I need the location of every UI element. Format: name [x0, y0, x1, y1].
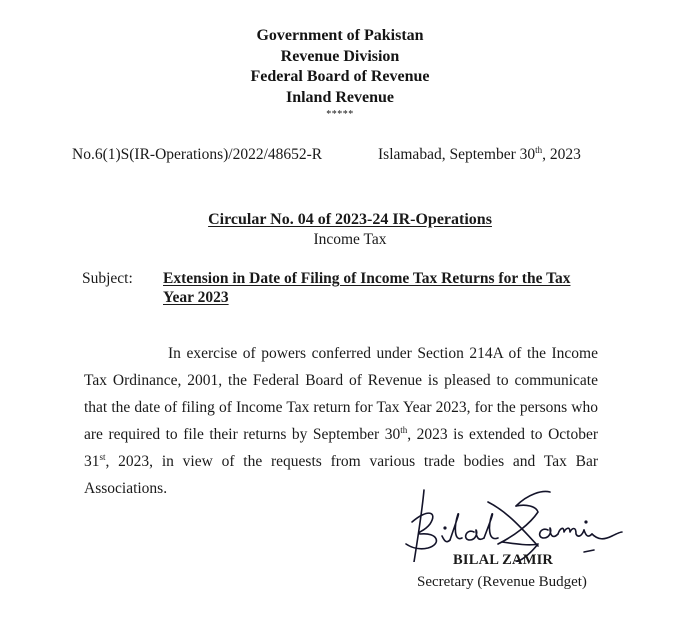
date-ordinal: th [535, 145, 543, 155]
place-and-date [378, 145, 581, 165]
subject-text: Extension in Date of Filing of Income Tax Returns for the Tax Year 2023 [163, 270, 571, 306]
body-text-2: , 2023 is extended to October 31 [84, 426, 599, 470]
circular-title: Circular No. 04 of 2023-24 IR-Operations [208, 211, 492, 228]
circular-category: Income Tax [313, 231, 387, 248]
signatory-title: Secretary (Revenue Budget) [417, 574, 587, 590]
ordinal-th: th [400, 425, 408, 435]
signature-icon [398, 482, 628, 562]
letterhead [190, 26, 490, 122]
ordinal-st: st [99, 452, 106, 462]
letterhead-government: Government of Pakistan [256, 27, 424, 44]
body-paragraph [84, 340, 598, 502]
signatory-name: BILAL ZAMIR [453, 552, 554, 568]
letterhead-fbr: Federal Board of Revenue [250, 68, 430, 85]
body-text-3: , 2023, in view of the requests from various trade bodies and Tax Bar Associations. [84, 453, 598, 497]
reference-number: No.6(1)S(IR-Operations)/2022/48652-R [72, 146, 323, 163]
letterhead-separator: ***** [326, 109, 354, 120]
subject-label: Subject: [82, 270, 133, 287]
letterhead-division: Revenue Division [280, 47, 400, 65]
date-year: , 2023 [542, 146, 581, 163]
date-text: Islamabad, September 30 [378, 146, 536, 163]
letterhead-inland-revenue: Inland Revenue [285, 88, 395, 106]
circular-heading [150, 210, 550, 249]
body-text-1: In exercise of powers conferred under Section 214A of the Income Tax Ordinance, 2001, the Federal Board of Revenue is pleased to communicate that the date of filing of Income Tax return for Tax Year 2023, for the persons who are required to file their returns by September 30 [84, 345, 598, 443]
